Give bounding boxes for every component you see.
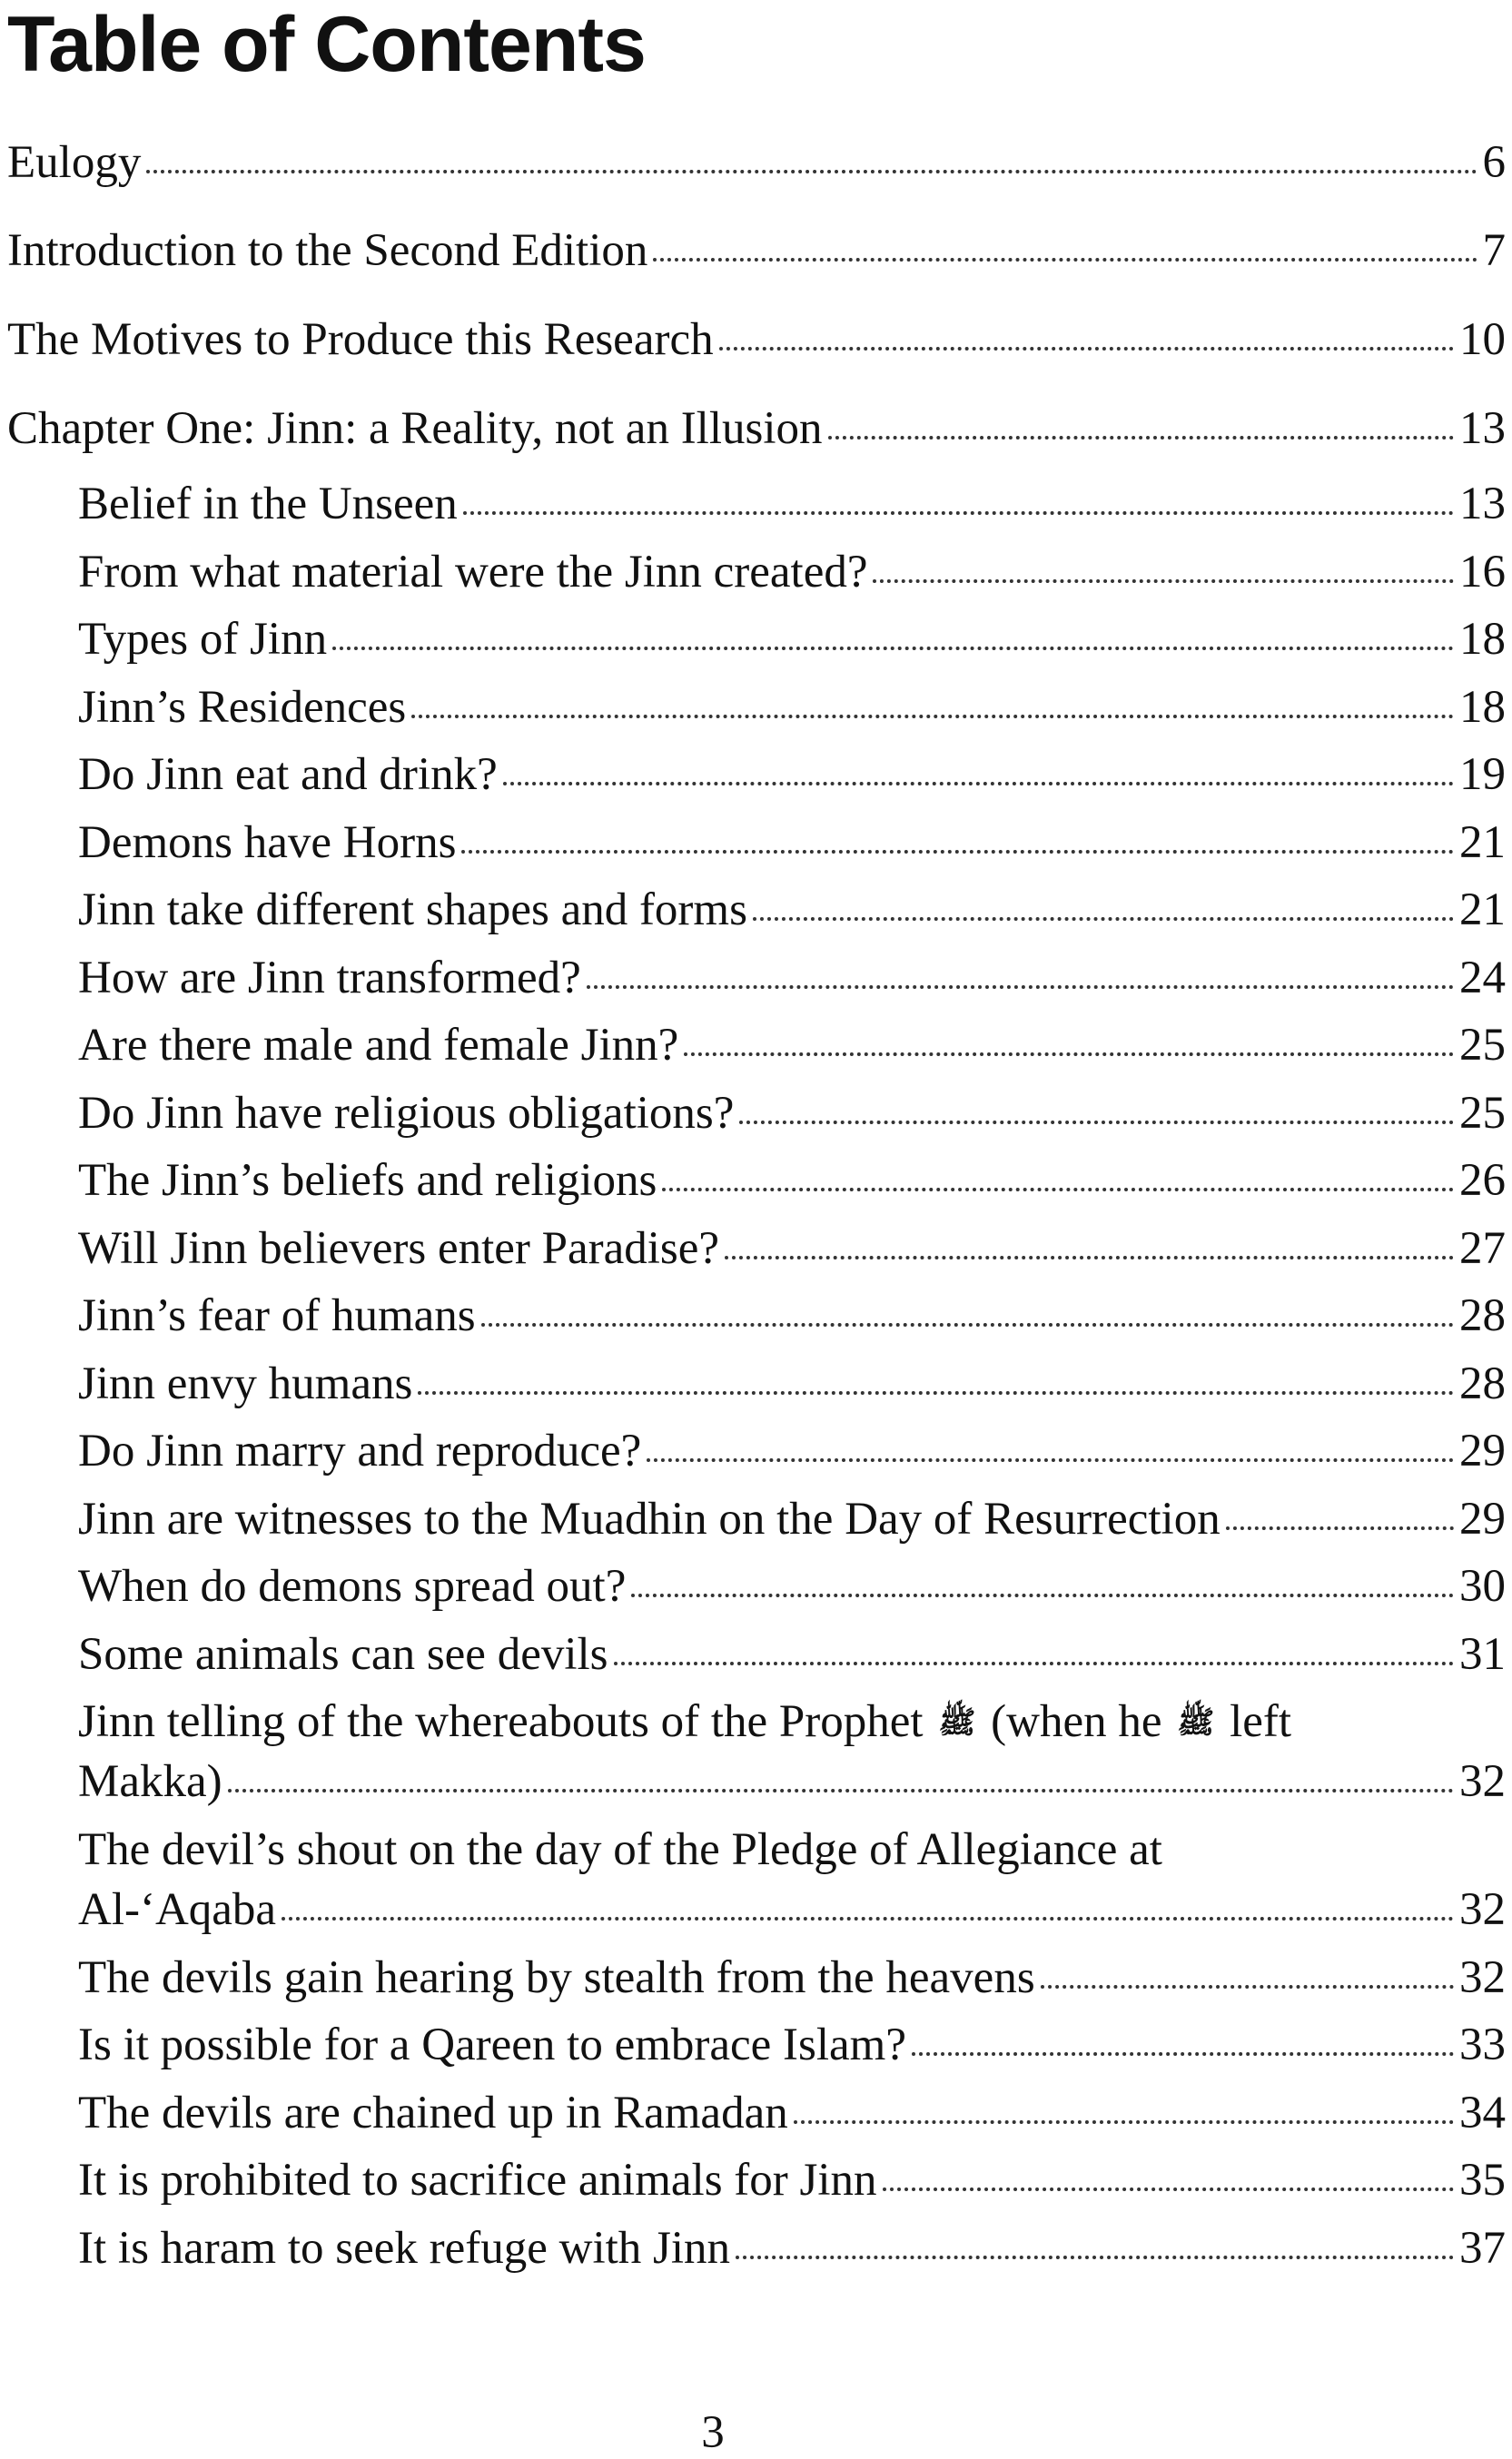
toc-entry-label: Do Jinn marry and reproduce?: [78, 1426, 642, 1476]
toc-entry-page: 19: [1459, 749, 1506, 800]
dot-leader: [587, 985, 1454, 989]
toc-entry-page: 29: [1459, 1494, 1506, 1545]
toc-entry-label: It is haram to seek refuge with Jinn: [78, 2223, 731, 2274]
toc-entry-label: Introduction to the Second Edition: [7, 225, 648, 276]
toc-entry-label: Jinn are witnesses to the Muadhin on the Day of Resurrection: [78, 1494, 1220, 1545]
toc-entry-label: Eulogy: [7, 137, 142, 188]
toc-entry-page: 32: [1459, 1884, 1506, 1935]
toc-entry-label: Demons have Horns: [78, 817, 457, 868]
toc-entry: [78, 549, 1506, 596]
prophet-honorific-icon: ﷺ: [1177, 1704, 1215, 1741]
toc-entry: [78, 1290, 1506, 1341]
dot-leader: [503, 782, 1454, 785]
toc-entry-label: Jinn’s Residences: [78, 682, 407, 733]
dot-leader: [662, 1188, 1454, 1191]
dot-leader: [411, 715, 1454, 718]
toc-entry-label: The devil’s shout on the day of the Pledge of Allegiance at: [78, 1824, 1162, 1875]
toc-entry-label: The Motives to Produce this Research: [7, 314, 714, 365]
toc-entry-page: 31: [1459, 1629, 1506, 1680]
toc-entry: [78, 2090, 1506, 2137]
toc-entry-label: The devils gain hearing by stealth from the heavens: [78, 1952, 1035, 2003]
toc-entry-label: Chapter One: Jinn: a Reality, not an Illusion: [7, 403, 823, 454]
toc-entry-page: 26: [1459, 1155, 1506, 1206]
toc-entry-label-part: Al-‘Aqaba: [78, 1884, 277, 1935]
dot-leader: [684, 1052, 1454, 1056]
toc-entry-page: 33: [1459, 2020, 1506, 2070]
toc-entry-label-part: left: [1218, 1696, 1292, 1747]
dot-leader: [828, 436, 1454, 439]
toc-entry-page: 34: [1459, 2088, 1506, 2138]
toc-entry-label: Some animals can see devils: [78, 1629, 608, 1680]
toc-entry-page: 27: [1459, 1223, 1506, 1274]
toc-entry-page: 29: [1459, 1426, 1506, 1476]
toc-entry-page: 32: [1459, 1952, 1506, 2003]
toc-entry-page: 24: [1459, 953, 1506, 1003]
toc-entry-label: When do demons spread out?: [78, 1561, 627, 1612]
dot-leader: [461, 850, 1454, 854]
toc-entry: [78, 481, 1506, 528]
toc-entry-page: 18: [1459, 682, 1506, 733]
toc-entry-label: [78, 1696, 1506, 1747]
dot-leader: [647, 1458, 1454, 1462]
toc-entry-page: 16: [1459, 547, 1506, 597]
toc-entry-page: 25: [1459, 1088, 1506, 1139]
dot-leader: [912, 2052, 1454, 2056]
toc-entry: [78, 1155, 1506, 1206]
dot-leader: [614, 1662, 1454, 1665]
toc-entry-label: Types of Jinn: [78, 614, 328, 665]
dot-leader: [719, 347, 1454, 351]
dot-leader: [332, 647, 1454, 650]
toc-entry: [7, 403, 1506, 454]
toc-entry-label: Jinn take different shapes and forms: [78, 884, 747, 935]
toc-entry-page: 21: [1459, 884, 1506, 935]
toc-entry-label: The devils are chained up in Ramadan: [78, 2088, 788, 2138]
toc-entry-label-part: Jinn telling of the whereabouts of the Prophet: [78, 1696, 924, 1747]
page-number: 3: [701, 2407, 725, 2458]
dot-leader: [282, 1917, 1454, 1921]
dot-leader: [481, 1323, 1454, 1327]
toc-entry-label-part: (when he: [979, 1696, 1162, 1747]
toc-entry: [78, 955, 1506, 1002]
toc-entry-label-part: Makka): [78, 1756, 222, 1807]
toc-entry-label: The Jinn’s beliefs and religions: [78, 1155, 657, 1206]
toc-entry: [78, 2223, 1506, 2274]
toc-entry-page: 32: [1459, 1756, 1506, 1807]
toc-entry-page: 37: [1459, 2223, 1506, 2274]
toc-entry-label: Do Jinn eat and drink?: [78, 749, 498, 800]
toc-entry: [78, 884, 1506, 935]
toc-entry: [78, 1358, 1506, 1409]
toc-entry: [78, 749, 1506, 800]
dot-leader: [753, 917, 1454, 921]
toc-entry-page: 28: [1459, 1290, 1506, 1341]
toc-entry-label: How are Jinn transformed?: [78, 953, 581, 1003]
toc-entry: [78, 2022, 1506, 2069]
toc-entry: [78, 2155, 1506, 2206]
toc-entry-label: Jinn envy humans: [78, 1358, 413, 1409]
toc-entry-page: 35: [1459, 2155, 1506, 2206]
toc-entry: [78, 614, 1506, 665]
prophet-honorific-icon: ﷺ: [938, 1704, 976, 1741]
toc-entry: [78, 1088, 1506, 1139]
dot-leader: [739, 1121, 1454, 1124]
toc-entry: [78, 1223, 1506, 1274]
dot-leader: [463, 511, 1454, 515]
toc-entry: [78, 682, 1506, 733]
dot-leader: [146, 170, 1477, 173]
dot-leader: [228, 1789, 1454, 1792]
page-title: Table of Contents: [7, 1, 646, 88]
dot-leader: [883, 2187, 1454, 2191]
toc-entry-page: 18: [1459, 614, 1506, 665]
dot-leader: [631, 1594, 1454, 1597]
toc-entry: [7, 137, 1506, 188]
dot-leader: [736, 2256, 1454, 2259]
dot-leader: [1226, 1526, 1454, 1530]
dot-leader: [653, 258, 1477, 262]
toc-entry-page: 6: [1482, 137, 1506, 188]
toc-entry-label: Is it possible for a Qareen to embrace Islam?: [78, 2020, 906, 2070]
dot-leader: [725, 1256, 1454, 1259]
toc-entry-page: 28: [1459, 1358, 1506, 1409]
toc-entry-page: 30: [1459, 1561, 1506, 1612]
toc-entry: [7, 314, 1506, 365]
toc-entry-label: Do Jinn have religious obligations?: [78, 1088, 735, 1139]
toc-entry: [78, 1496, 1506, 1543]
toc-entry-page: 25: [1459, 1020, 1506, 1071]
toc-entry-label: Will Jinn believers enter Paradise?: [78, 1223, 720, 1274]
toc-entry-label: Jinn’s fear of humans: [78, 1290, 476, 1341]
toc-entry-page: 7: [1482, 225, 1506, 276]
toc-entry-page: 13: [1459, 479, 1506, 529]
toc-entry: [78, 1022, 1506, 1069]
toc-entry: [78, 1952, 1506, 2003]
toc-entry-page: 10: [1459, 314, 1506, 365]
toc-entry: [78, 1696, 1506, 1807]
toc-entry: [7, 225, 1506, 276]
dot-leader: [418, 1391, 1454, 1395]
toc-entry-label: It is prohibited to sacrifice animals for Jinn: [78, 2155, 877, 2206]
toc-entry: [78, 817, 1506, 868]
toc-entry-page: 13: [1459, 403, 1506, 454]
toc-entry: [78, 1428, 1506, 1475]
toc-entry: [78, 1824, 1506, 1935]
dot-leader: [873, 579, 1454, 583]
toc-entry: [78, 1561, 1506, 1612]
toc-entry-page: 21: [1459, 817, 1506, 868]
toc-entry-label: Belief in the Unseen: [78, 479, 458, 529]
toc-entry: [78, 1629, 1506, 1680]
dot-leader: [794, 2120, 1454, 2124]
toc-entry-label: Are there male and female Jinn?: [78, 1020, 679, 1071]
dot-leader: [1041, 1985, 1454, 1989]
toc-entry-label: From what material were the Jinn created?: [78, 547, 868, 597]
